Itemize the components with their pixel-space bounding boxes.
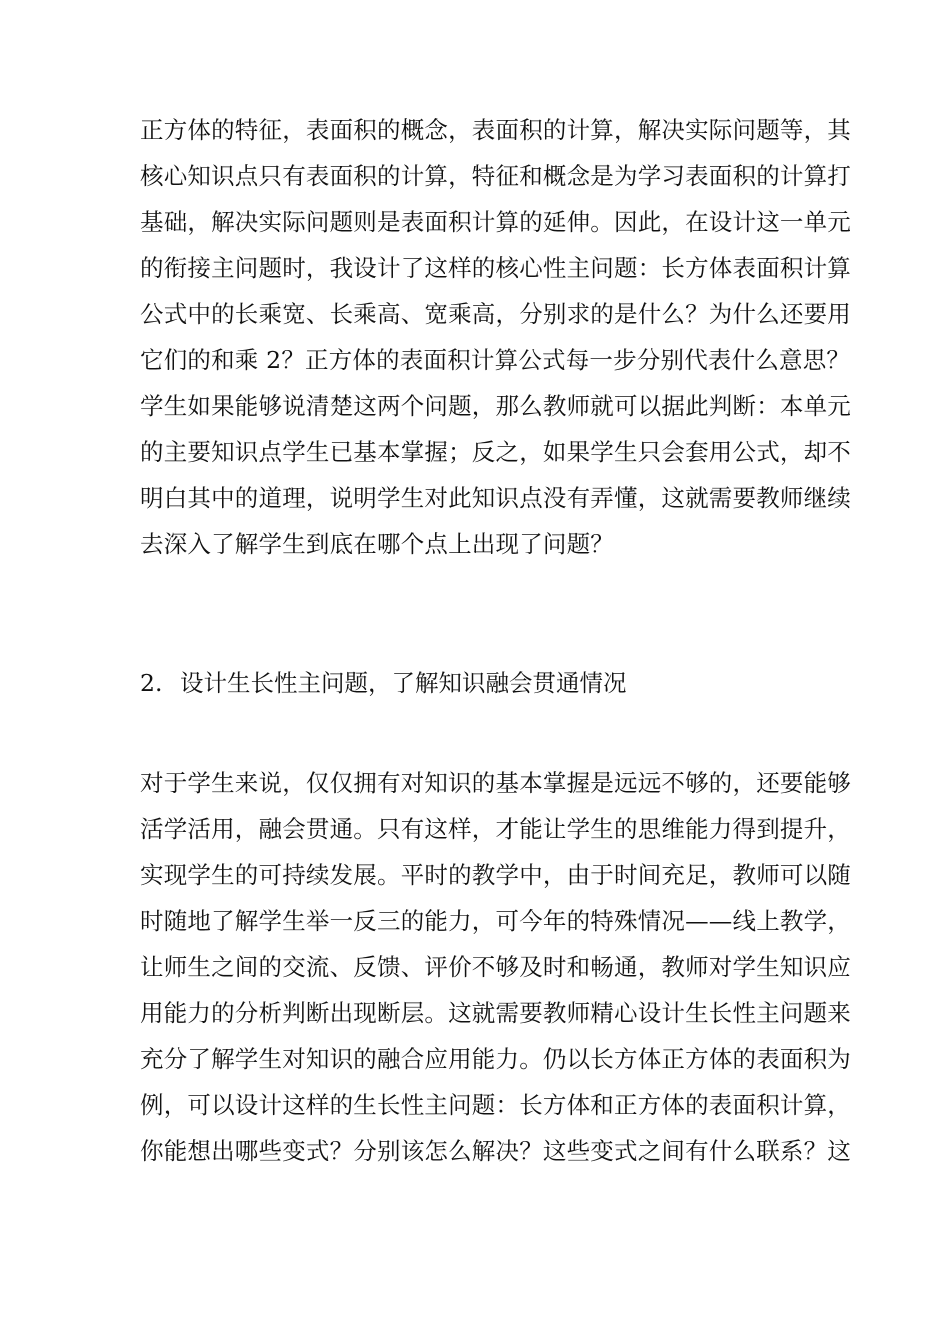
text-line: 让师生之间的交流、反馈、评价不够及时和畅通，教师对学生知识应 xyxy=(140,953,851,981)
text-line: 用能力的分析判断出现断层。这就需要教师精心设计生长性主问题来 xyxy=(140,999,851,1027)
text-line: 核心知识点只有表面积的计算，特征和概念是为学习表面积的计算打 xyxy=(140,162,851,190)
text-line: 对于学生来说，仅仅拥有对知识的基本掌握是远远不够的，还要能够 xyxy=(140,769,851,797)
text-line: 实现学生的可持续发展。平时的教学中，由于时间充足，教师可以随 xyxy=(140,861,851,889)
text-line: 学生如果能够说清楚这两个问题，那么教师就可以据此判断：本单元 xyxy=(140,392,851,420)
section-number: 2. xyxy=(140,669,163,697)
section-heading xyxy=(140,660,627,706)
text-line: 公式中的长乘宽、长乘高、宽乘高，分别求的是什么？为什么还要用 xyxy=(140,300,851,328)
paragraph-growth-question xyxy=(140,760,851,1174)
text-line: 的主要知识点学生已基本掌握；反之，如果学生只会套用公式，却不 xyxy=(140,438,851,466)
text-line: 基础，解决实际问题则是表面积计算的延伸。因此，在设计这一单元 xyxy=(140,208,851,236)
section-title: 设计生长性主问题，了解知识融会贯通情况 xyxy=(180,669,627,697)
text-line: 时随地了解学生举一反三的能力，可今年的特殊情况——线上教学， xyxy=(140,907,851,935)
paragraph-core-question xyxy=(140,107,851,567)
text-line: 你能想出哪些变式？分别该怎么解决？这些变式之间有什么联系？这 xyxy=(140,1137,851,1165)
text-line: 正方体的特征，表面积的概念，表面积的计算，解决实际问题等，其 xyxy=(140,116,851,144)
text-line: 明白其中的道理，说明学生对此知识点没有弄懂，这就需要教师继续 xyxy=(140,484,851,512)
text-line: 的衔接主问题时，我设计了这样的核心性主问题：长方体表面积计算 xyxy=(140,254,851,282)
text-line: 例，可以设计这样的生长性主问题：长方体和正方体的表面积计算， xyxy=(140,1091,851,1119)
text-line: 去深入了解学生到底在哪个点上出现了问题？ xyxy=(140,530,614,558)
text-line: 它们的和乘 2？正方体的表面积计算公式每一步分别代表什么意思？ xyxy=(140,346,851,374)
text-line: 活学活用，融会贯通。只有这样，才能让学生的思维能力得到提升， xyxy=(140,815,851,843)
text-line: 充分了解学生对知识的融合应用能力。仍以长方体正方体的表面积为 xyxy=(140,1045,851,1073)
